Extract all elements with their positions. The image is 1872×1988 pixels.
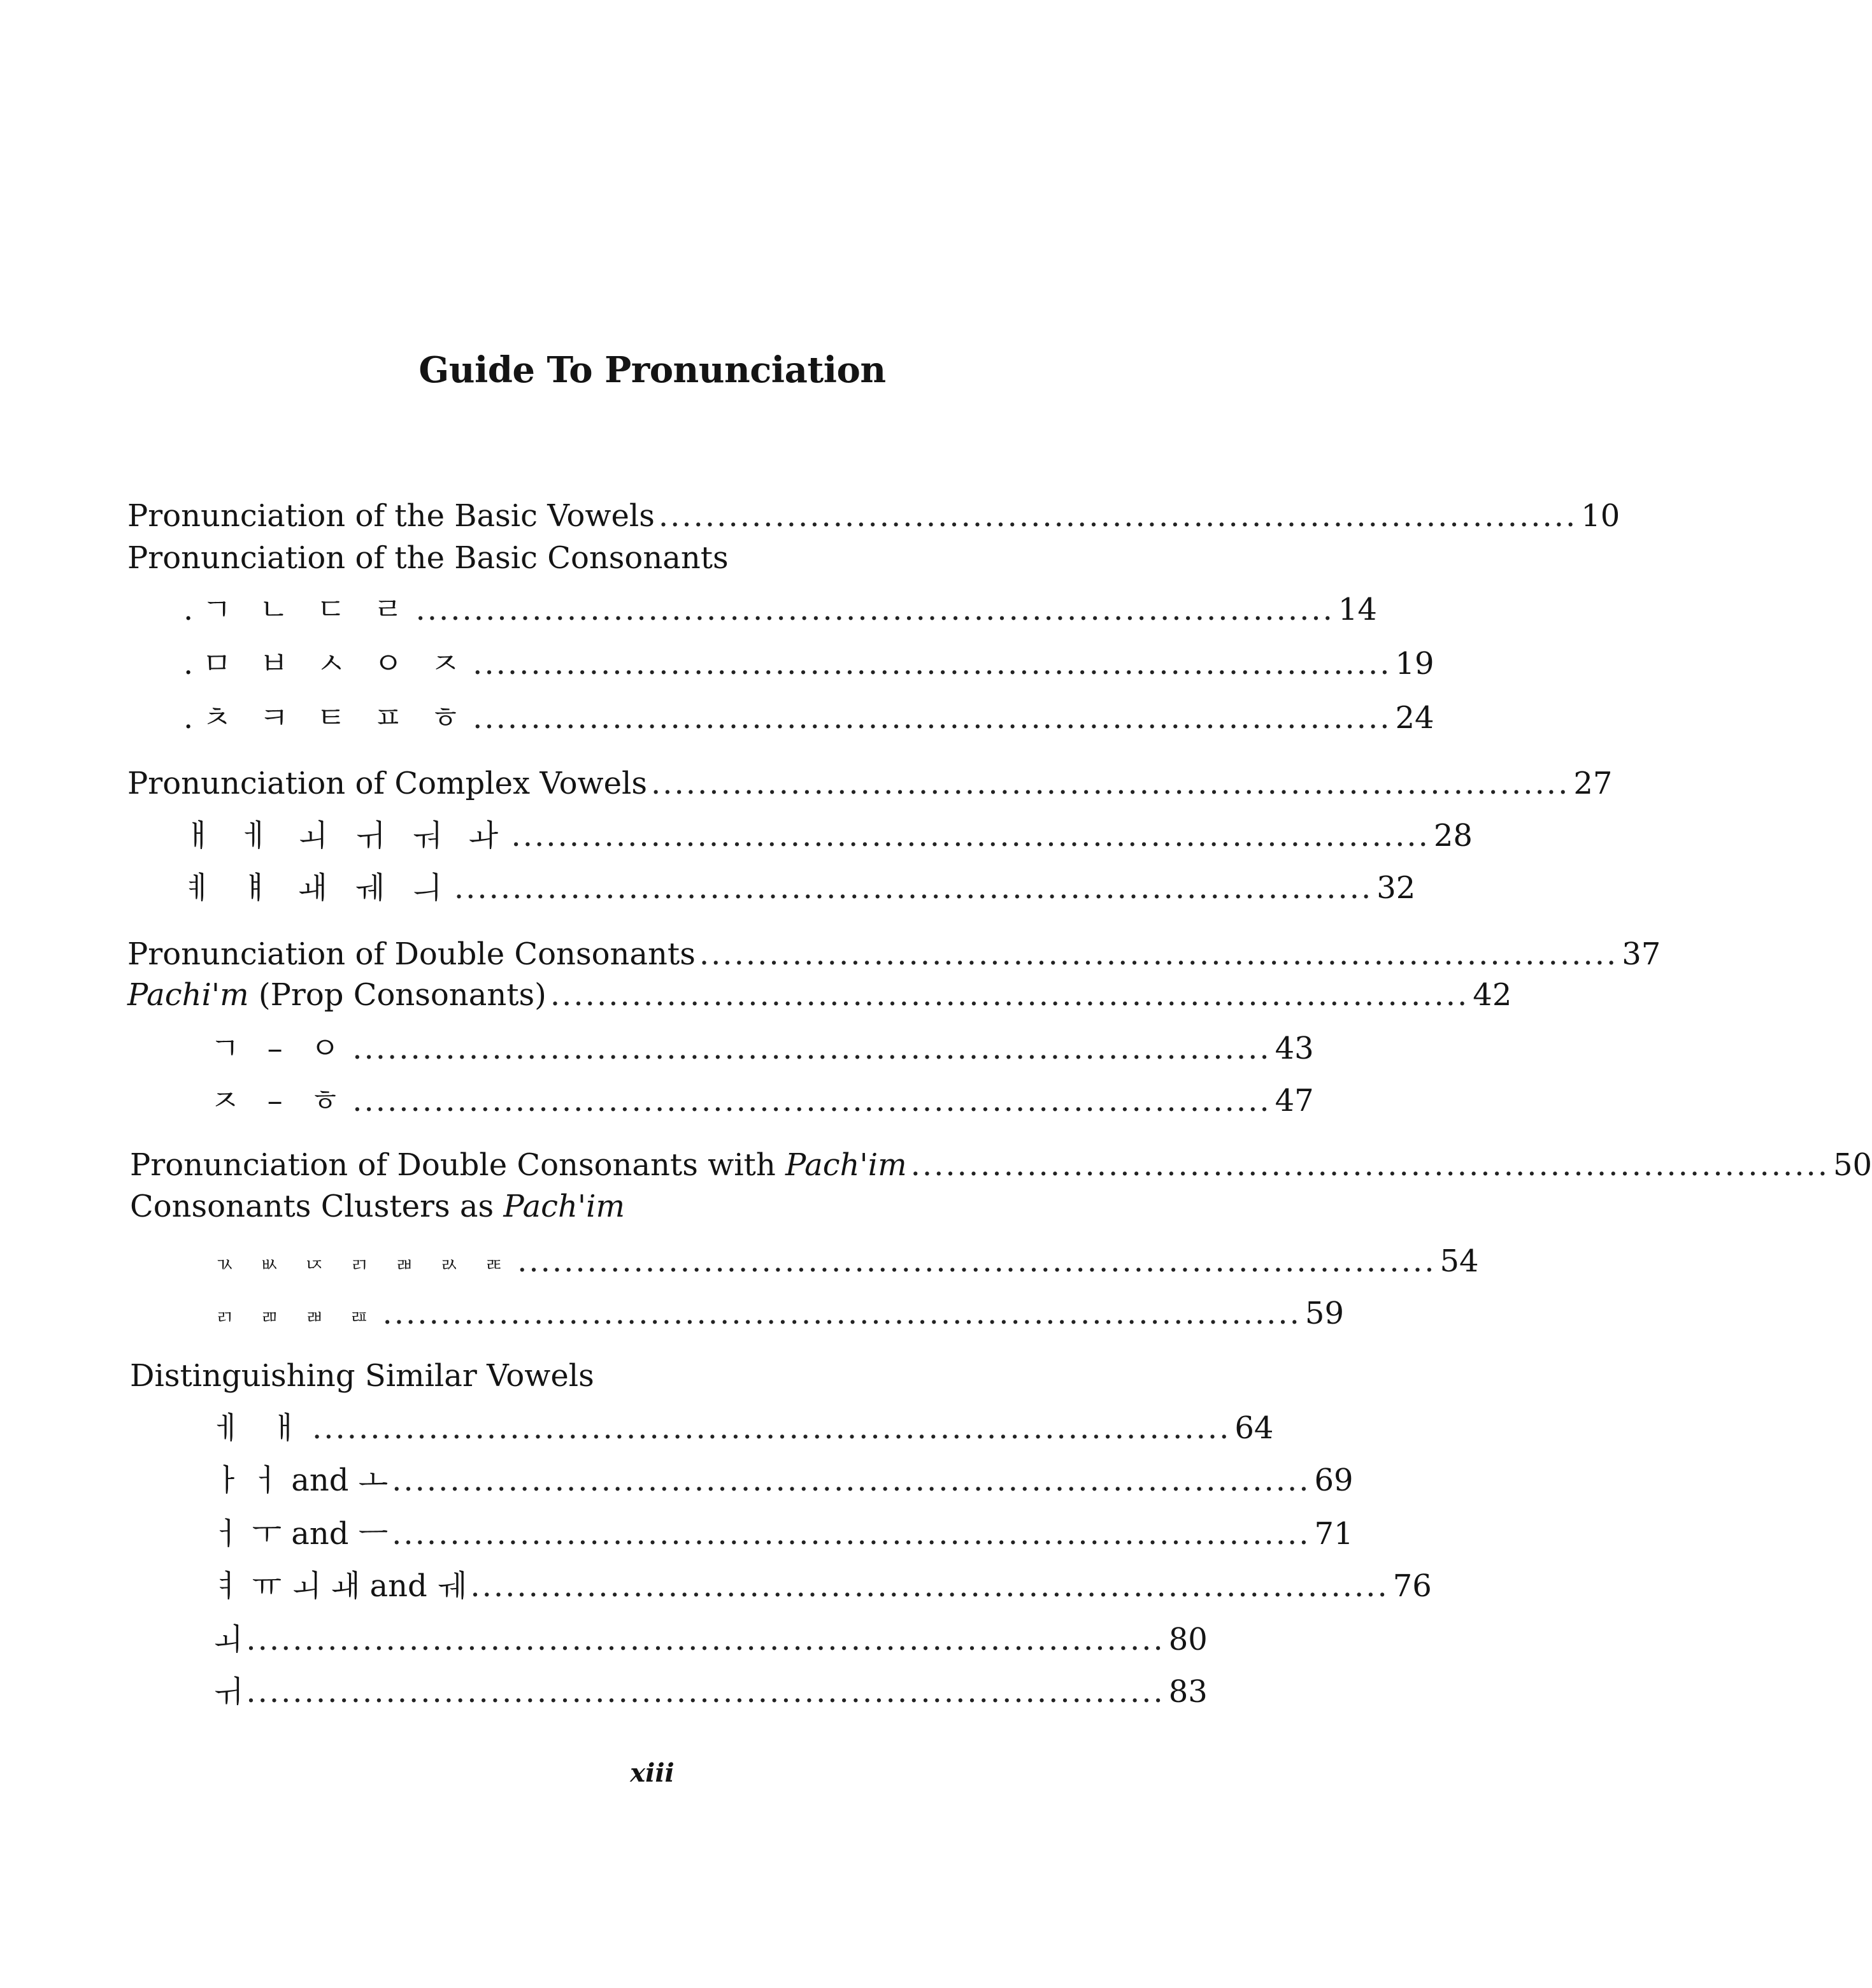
entry-label: ㅚ [213,1622,243,1657]
dot-leader: ............................................................................... [415,592,1334,627]
toc-entry-similar-1 [213,1408,1274,1448]
page-number: 64 [1234,1410,1274,1446]
entry-label-italic: Pach'im [785,1147,907,1183]
page-number: 19 [1395,646,1434,682]
toc-entry-complex-vowels-2 [183,868,1416,908]
dot-leader: ............................................................................... [910,1147,1829,1183]
entry-label-rest: Pronunciation of Double Consonants with [130,1147,785,1183]
toc-entry-consonants-1 [183,589,1377,630]
page-number: 59 [1304,1296,1344,1331]
page-number: 80 [1168,1622,1208,1657]
entry-label: ㅓ ㅜ and ㅡ [213,1516,389,1552]
toc-entry-complex-vowels-1 [183,815,1473,856]
heading-label-italic: Pach'im [503,1189,625,1224]
dot-leader: ............................................................................... [454,870,1373,906]
entry-label [130,1145,907,1185]
heading-label-rest: Consonants Clusters as [130,1189,504,1224]
toc-entry-complex-vowels [127,763,1613,804]
entry-label-rest: (Prop Consonants) [248,977,547,1013]
entry-label: .ㄱ ㄴ ㄷ ㄹ [183,592,412,627]
page-number: 42 [1473,977,1512,1013]
dot-leader: ............................................................................... [473,700,1392,736]
page-number: 37 [1622,936,1661,972]
page-number: 47 [1275,1083,1314,1119]
toc-entry-similar-3 [213,1513,1354,1554]
entry-label: ㅐ ㅔ ㅚ ㅟ ㅝ ㅘ [183,818,508,854]
page-number: 71 [1314,1516,1354,1552]
entry-label [127,975,547,1015]
page-number: 83 [1168,1674,1208,1710]
entry-label: ㅕ ㅠ ㅚ ㅙ and ㅞ [213,1568,467,1604]
entry-label: ㄳ ㅄ ㄵ ㄺ ㄼ ㄽ ㄾ [215,1254,514,1276]
toc-entry-pachim-2 [210,1080,1314,1121]
dot-leader: ............................................................................... [312,1410,1231,1446]
toc-entry-double-with-pachim [130,1145,1872,1185]
page-title: Guide To Pronunciation [418,349,886,391]
entry-label: Pronunciation of the Basic Vowels [127,498,655,534]
toc-entry-clusters-2 [215,1293,1344,1338]
page-number: 27 [1573,766,1613,801]
toc-entry-pachim-1 [210,1028,1314,1069]
page-folio: xiii [630,1758,675,1788]
toc-heading-similar-vowels: Distinguishing Similar Vowels [130,1358,594,1394]
entry-label: Pronunciation of Complex Vowels [127,766,647,801]
dot-leader: ............................................................................... [352,1083,1271,1119]
entry-label: ㅏ ㅓ and ㅗ [213,1462,389,1498]
page-number: 10 [1581,498,1620,534]
page-number: 32 [1376,870,1416,906]
dot-leader: ............................................................................... [473,646,1392,682]
entry-label: .ㅊ ㅋ ㅌ ㅍ ㅎ [183,700,469,736]
page-number: 43 [1275,1031,1314,1066]
toc-entry-similar-5 [213,1619,1208,1660]
entry-label: .ㅁ ㅂ ㅅ ㅇ ㅈ [183,646,469,682]
dot-leader: ............................................................................... [382,1296,1301,1331]
dot-leader: ............................................................................... [392,1462,1311,1498]
page-number: 76 [1392,1568,1432,1604]
page-number: 50 [1833,1147,1872,1183]
page-number: 54 [1440,1243,1479,1279]
toc-entry-consonants-2 [183,643,1434,684]
dot-leader: ............................................................................... [517,1243,1436,1279]
page-number: 69 [1314,1462,1354,1498]
dot-leader: ............................................................................... [511,818,1430,854]
dot-leader: ............................................................................... [392,1516,1311,1552]
entry-label: ㄱ – ㅇ [210,1031,349,1066]
dot-leader: ............................................................................... [246,1674,1165,1710]
dot-leader: ............................................................................... [470,1568,1389,1604]
entry-label: ㅖ ㅒ ㅙ ㅞ ㅢ [183,870,450,906]
entry-label: ㅟ [213,1674,243,1710]
dot-leader: ............................................................................... [699,936,1618,972]
toc-entry-consonants-3 [183,697,1434,738]
toc-entry-clusters-1 [215,1241,1479,1286]
page-number: 14 [1338,592,1377,627]
dot-leader: ............................................................................... [650,766,1570,801]
entry-label: ㅈ – ㅎ [210,1083,349,1119]
toc-entry-similar-6 [213,1671,1208,1712]
toc-entry-similar-2 [213,1460,1354,1501]
entry-label: Pronunciation of Double Consonants [127,936,696,972]
toc-entry-pachim [127,975,1512,1015]
toc-entry-similar-4 [213,1566,1432,1606]
page-number: 24 [1395,700,1434,736]
dot-leader: ............................................................................... [550,977,1469,1013]
toc-entry-double-consonants [127,934,1661,975]
toc-heading-basic-consonants: Pronunciation of the Basic Consonants [127,540,729,576]
entry-label: ㅔ ㅐ [213,1410,308,1446]
toc-entry-basic-vowels [127,496,1620,536]
dot-leader: ............................................................................... [352,1031,1271,1066]
page-number: 28 [1433,818,1473,854]
dot-leader: ............................................................................... [246,1622,1165,1657]
dot-leader: ............................................................................... [658,498,1578,534]
toc-heading-clusters [130,1186,625,1227]
entry-label-italic: Pachi'm [127,977,249,1013]
entry-label: ㄺ ㄻ ㄼ ㄿ [215,1306,379,1329]
